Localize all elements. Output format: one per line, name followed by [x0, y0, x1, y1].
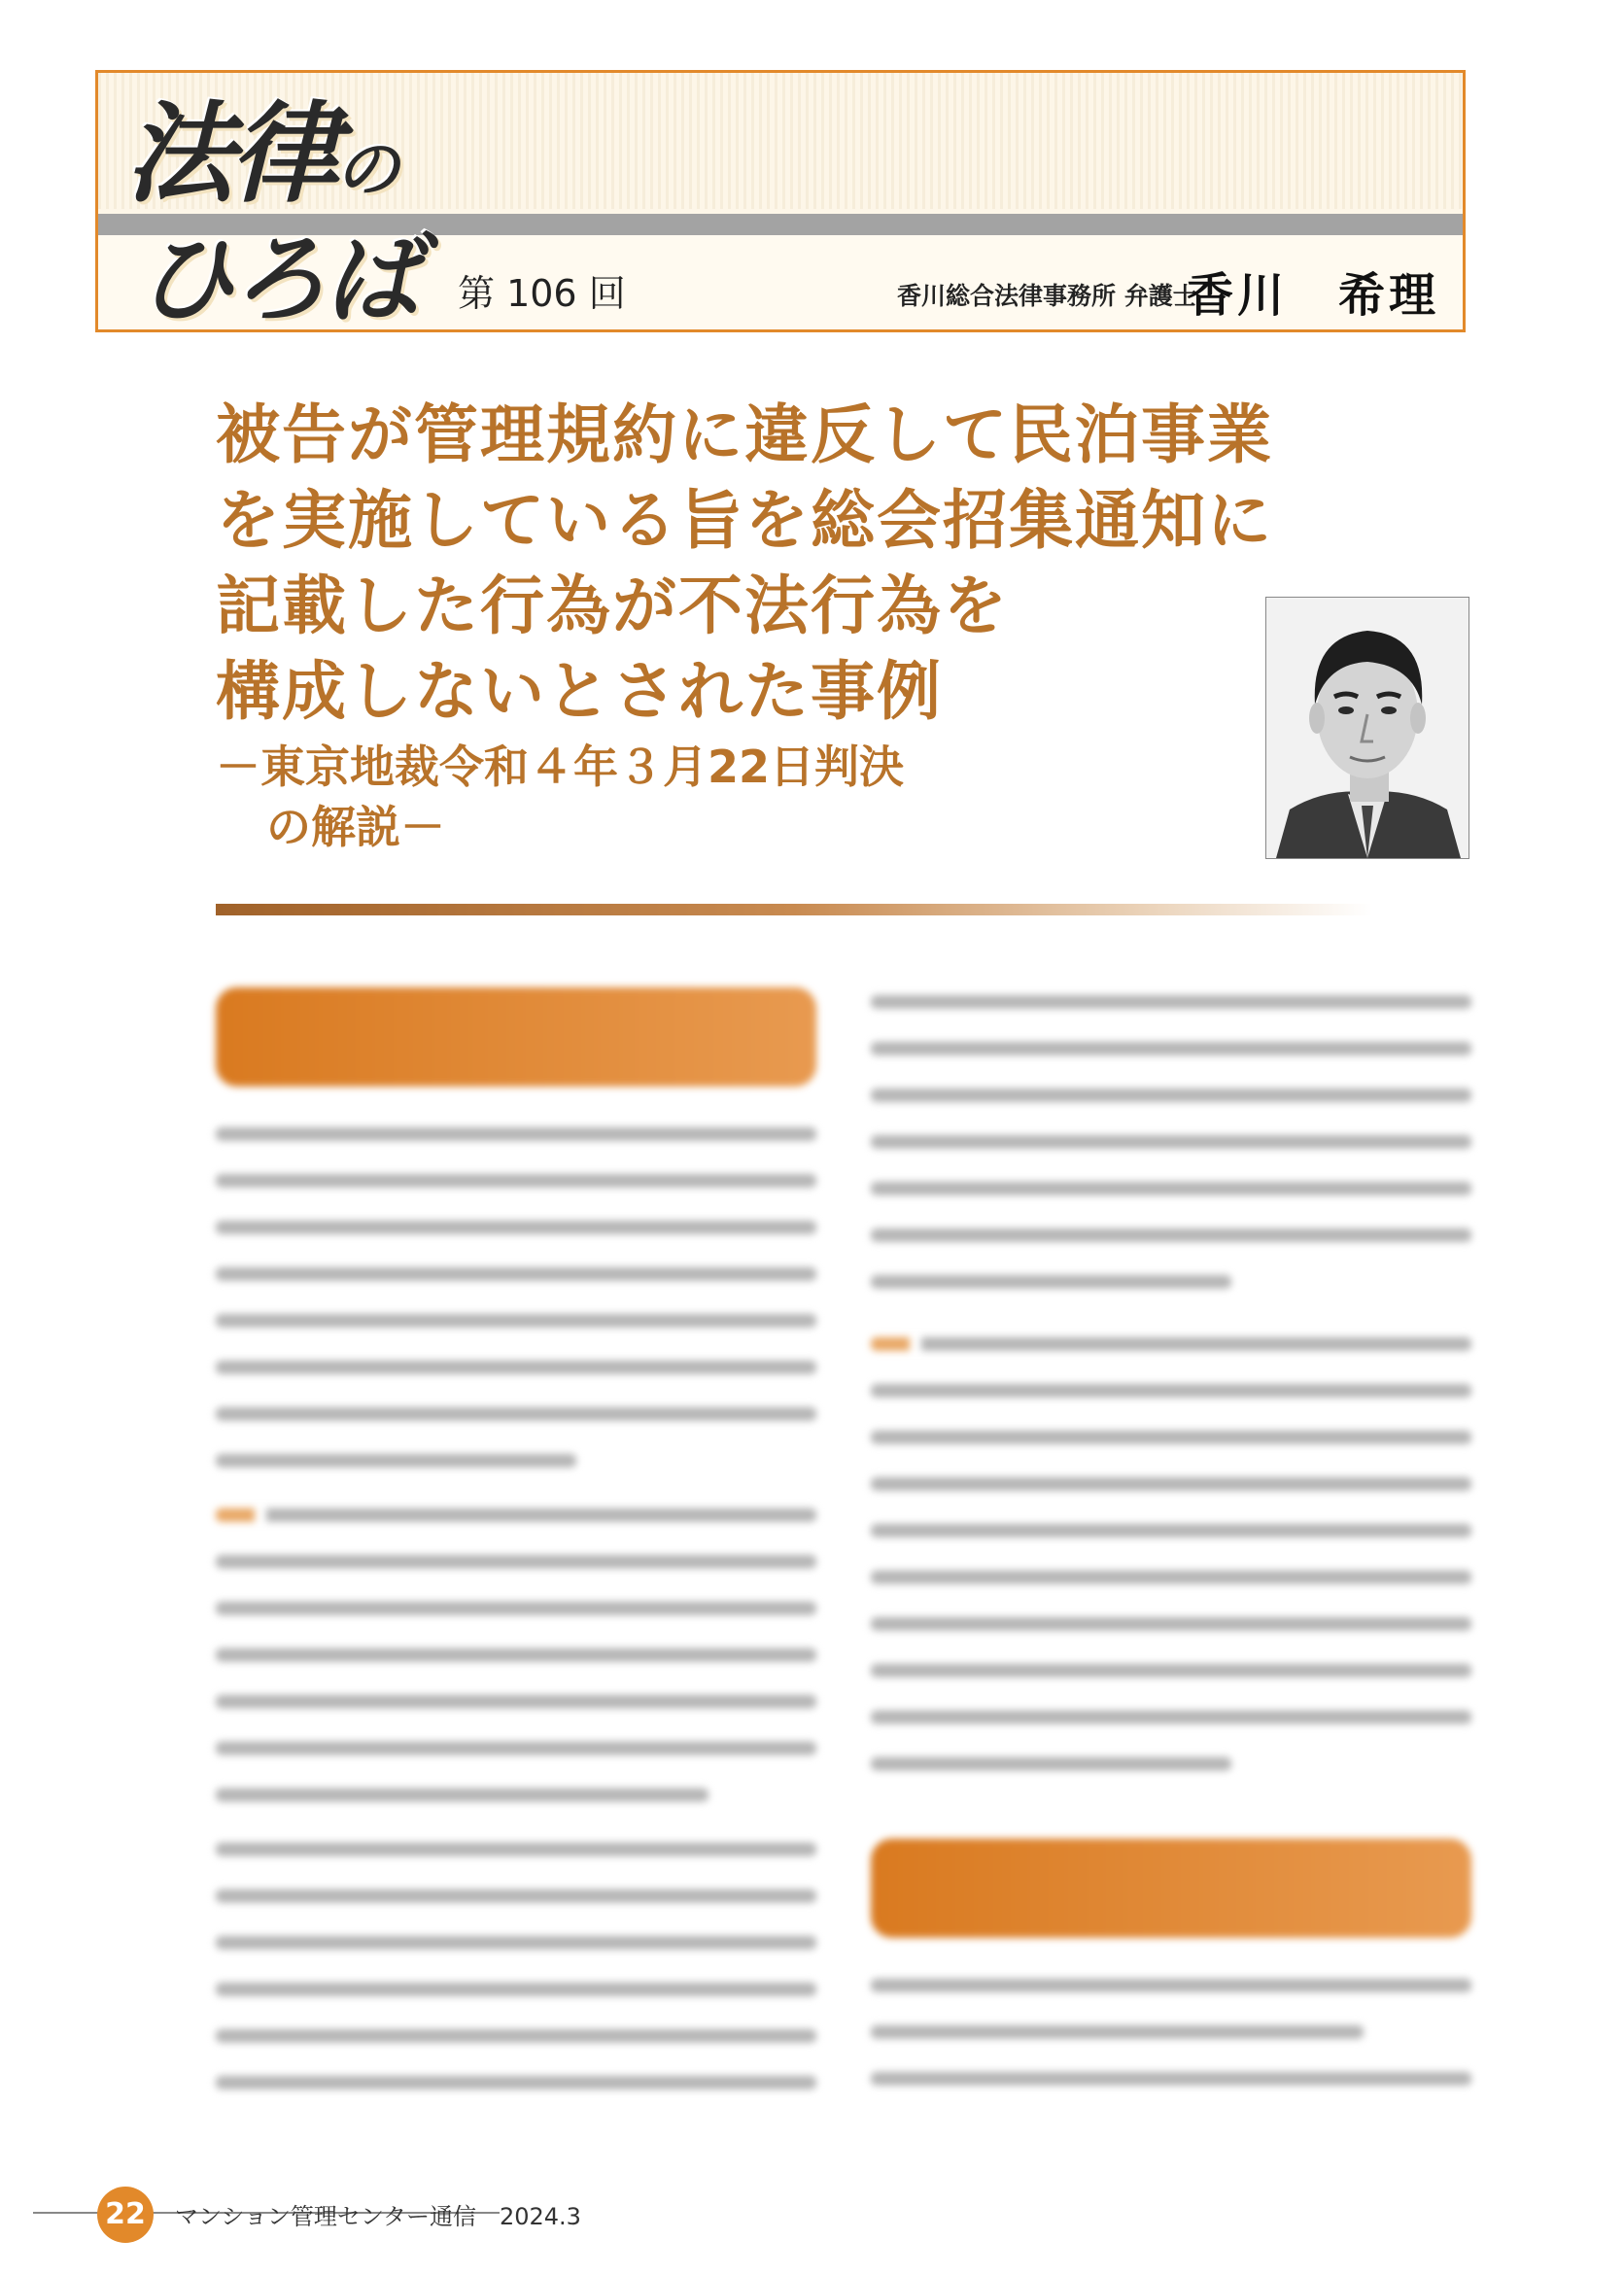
title-line: を実施している旨を総会招集通知に	[216, 483, 1273, 558]
article-title	[216, 393, 1273, 735]
column-header	[95, 70, 1466, 332]
column-logo-line1: 法律の	[125, 90, 397, 218]
subtitle-line: －東京地裁令和４年３月22日判決	[216, 741, 905, 793]
section-heading-blurred	[871, 1839, 1471, 1938]
author-name: 香川 希理	[1187, 268, 1440, 323]
section-heading-blurred	[216, 987, 816, 1086]
title-divider	[216, 904, 1372, 915]
title-line: 構成しないとされた事例	[216, 654, 943, 729]
column-logo-line2: ひろば	[137, 222, 417, 332]
blurred-paragraph	[216, 1127, 816, 1467]
page-number: 22	[97, 2187, 154, 2243]
issue-number: 第 106 回	[458, 272, 626, 315]
blurred-paragraph	[216, 1843, 816, 2089]
author-portrait	[1265, 597, 1469, 859]
body-column-left	[216, 987, 816, 2122]
blurred-paragraph	[871, 1337, 1471, 1771]
blurred-paragraph	[216, 1508, 816, 1802]
article-subtitle	[216, 737, 904, 857]
author-affiliation: 香川総合法律事務所 弁護士	[897, 282, 1197, 310]
blurred-paragraph	[871, 995, 1471, 1289]
title-line: 被告が管理規約に違反して民泊事業	[216, 397, 1273, 472]
title-line: 記載した行為が不法行為を	[216, 568, 1009, 643]
publication-name: マンション管理センター通信 2024.3	[175, 2203, 581, 2230]
portrait-illustration	[1266, 598, 1469, 858]
blurred-paragraph	[871, 1979, 1471, 2085]
body-column-right	[871, 987, 1471, 2119]
subtitle-line: の解説－	[266, 801, 445, 853]
